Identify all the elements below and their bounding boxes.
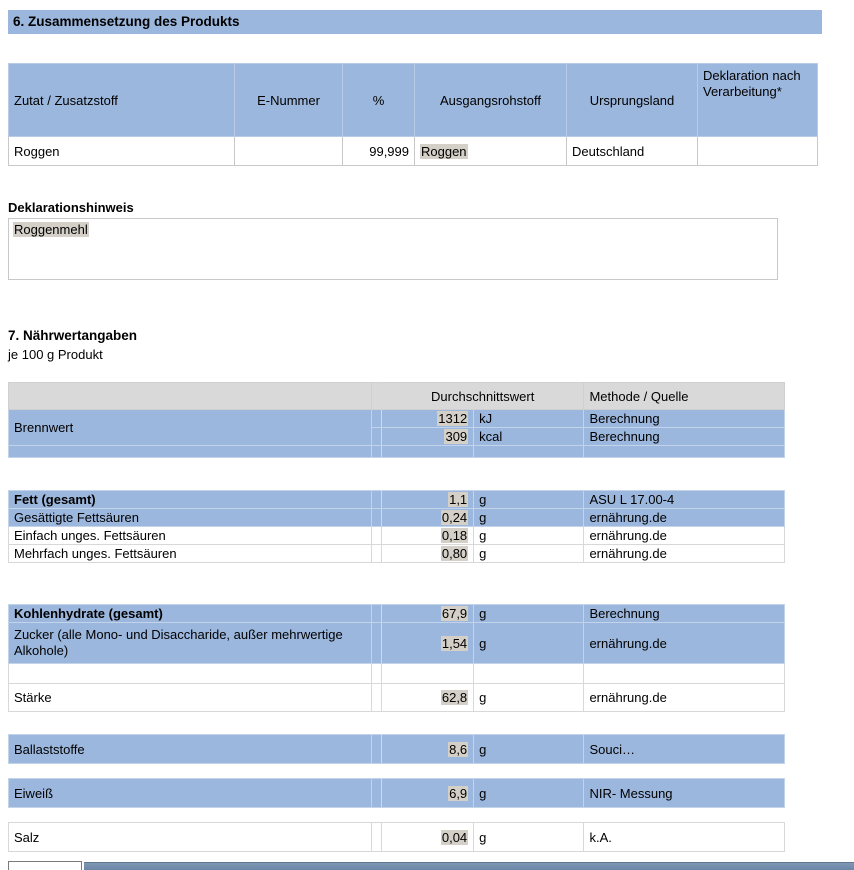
cell-mehrfach-unges-source[interactable]: ernährung.de	[584, 545, 785, 563]
spacer-cell	[371, 684, 381, 712]
sheet-tab-strip	[0, 860, 854, 869]
deklarationshinweis-value: Roggenmehl	[14, 222, 88, 237]
value-text: 67,9	[441, 606, 468, 621]
empty-cell[interactable]	[584, 664, 785, 684]
table-row	[9, 735, 785, 764]
spacer-cell	[371, 509, 381, 527]
cell-mehrfach-unges-unit: g	[474, 545, 584, 563]
cell-salz-value[interactable]	[381, 823, 473, 852]
cell-salz-label[interactable]: Salz	[9, 823, 372, 852]
cell-mehrfach-unges-value[interactable]	[381, 545, 473, 563]
cell-staerke-unit: g	[474, 684, 584, 712]
nutrition-header-row	[9, 383, 785, 410]
cell-kohlenhydrate-source[interactable]: Berechnung	[584, 605, 785, 623]
nutrition-carbohydrate-table	[8, 604, 785, 712]
column-header-prozent: %	[343, 64, 415, 137]
cell-einfach-unges-source[interactable]: ernährung.de	[584, 527, 785, 545]
value-text: 1312	[438, 411, 468, 426]
cell-brennwert-kj-unit: kJ	[474, 410, 584, 428]
spacer-cell	[371, 428, 381, 446]
table-row	[9, 137, 818, 166]
cell-ballaststoffe-unit: g	[474, 735, 584, 764]
cell-gesaettigte-label[interactable]: Gesättigte Fettsäuren	[9, 509, 372, 527]
spacer-cell	[371, 735, 381, 764]
cell-staerke-source[interactable]: ernährung.de	[584, 684, 785, 712]
cell-fett-gesamt-value[interactable]	[381, 491, 473, 509]
spacer-cell	[371, 664, 381, 684]
cell-kohlenhydrate-unit: g	[474, 605, 584, 623]
deklarationshinweis-label: Deklarationshinweis	[8, 200, 134, 215]
column-header-ausgangsrohstoff: Ausgangsrohstoff	[415, 64, 567, 137]
empty-cell[interactable]	[474, 664, 584, 684]
table-row	[9, 684, 785, 712]
cell-gesaettigte-value[interactable]	[381, 509, 473, 527]
cell-zucker-value[interactable]	[381, 623, 473, 664]
cell-einfach-unges-label[interactable]: Einfach unges. Fettsäuren	[9, 527, 372, 545]
empty-cell[interactable]	[9, 664, 372, 684]
cell-zutat[interactable]: Roggen	[9, 137, 235, 166]
table-row	[9, 823, 785, 852]
spacer-cell	[371, 383, 381, 410]
cell-brennwert-kcal-value[interactable]	[381, 428, 473, 446]
nutrition-salt-table	[8, 822, 785, 852]
nutrition-protein-table	[8, 778, 785, 808]
table-row	[9, 527, 785, 545]
cell-zucker-unit: g	[474, 623, 584, 664]
spacer-cell	[371, 491, 381, 509]
cell-brennwert-label[interactable]: Brennwert	[9, 410, 372, 446]
value-text: 62,8	[441, 690, 468, 705]
cell-fett-gesamt-unit: g	[474, 491, 584, 509]
cell-kohlenhydrate-value[interactable]	[381, 605, 473, 623]
spacer-cell	[381, 446, 473, 458]
value-text: 0,04	[441, 829, 468, 845]
empty-cell[interactable]	[381, 664, 473, 684]
column-header-ursprungsland: Ursprungsland	[567, 64, 698, 137]
cell-salz-source[interactable]: k.A.	[584, 823, 785, 852]
composition-table	[8, 63, 818, 166]
spacer-cell	[371, 527, 381, 545]
spacer-cell	[371, 446, 381, 458]
column-header-deklaration: Deklaration nach Verarbeitung*	[698, 64, 818, 137]
table-row	[9, 623, 785, 664]
spacer-cell	[584, 446, 785, 458]
cell-ursprungsland[interactable]: Deutschland	[567, 137, 698, 166]
spacer-cell	[9, 446, 372, 458]
spacer-cell	[371, 605, 381, 623]
table-row-empty	[9, 664, 785, 684]
section-7-subtitle: je 100 g Produkt	[8, 347, 103, 362]
section-6-banner: 6. Zusammensetzung des Produkts	[8, 10, 822, 34]
table-row	[9, 491, 785, 509]
value-text: 0,80	[441, 546, 468, 561]
cell-staerke-value[interactable]	[381, 684, 473, 712]
column-header-zutat: Zutat / Zusatzstoff	[9, 64, 235, 137]
spacer-cell	[371, 623, 381, 664]
column-header-methode-quelle: Methode / Quelle	[584, 383, 785, 410]
cell-brennwert-kcal-source[interactable]: Berechnung	[584, 428, 785, 446]
value-text: 8,6	[449, 741, 468, 757]
cell-einfach-unges-unit: g	[474, 527, 584, 545]
table-row-spacer	[9, 446, 785, 458]
cell-staerke-label[interactable]: Stärke	[9, 684, 372, 712]
cell-eiweiss-value[interactable]	[381, 779, 473, 808]
column-header-e-nummer: E-Nummer	[235, 64, 343, 137]
spacer-cell	[474, 446, 584, 458]
cell-gesaettigte-unit: g	[474, 509, 584, 527]
cell-salz-unit: g	[474, 823, 584, 852]
cell-mehrfach-unges-label[interactable]: Mehrfach unges. Fettsäuren	[9, 545, 372, 563]
cell-zucker-source[interactable]: ernährung.de	[584, 623, 785, 664]
spacer-cell	[371, 410, 381, 428]
value-text: 1,54	[441, 635, 468, 651]
cell-ballaststoffe-label[interactable]: Ballaststoffe	[9, 735, 372, 764]
value-text: 309	[445, 429, 468, 444]
cell-ballaststoffe-source[interactable]: Souci…	[584, 735, 785, 764]
nutrition-energy-table	[8, 382, 785, 458]
value-text: 6,9	[449, 785, 468, 801]
column-header-durchschnittswert: Durchschnittswert	[381, 383, 584, 410]
cell-ausgangsrohstoff-value: Roggen	[421, 143, 467, 159]
cell-eiweiss-unit: g	[474, 779, 584, 808]
cell-eiweiss-source[interactable]: NIR- Messung	[584, 779, 785, 808]
cell-einfach-unges-value[interactable]	[381, 527, 473, 545]
table-row	[9, 410, 785, 428]
cell-kohlenhydrate-label[interactable]: Kohlenhydrate (gesamt)	[9, 605, 372, 623]
cell-fett-gesamt-source[interactable]: ASU L 17.00-4	[584, 491, 785, 509]
cell-ausgangsrohstoff[interactable]	[415, 137, 567, 166]
nutrition-fat-table	[8, 490, 785, 563]
nutrition-fibre-table	[8, 734, 785, 764]
value-text: 0,18	[441, 528, 468, 543]
cell-brennwert-kj-value[interactable]	[381, 410, 473, 428]
table-row	[9, 605, 785, 623]
spacer-cell	[371, 545, 381, 563]
cell-zucker-label[interactable]: Zucker (alle Mono- und Disaccharide, außer mehrwertige Alkohole)	[9, 623, 372, 664]
spacer-cell	[371, 779, 381, 808]
cell-eiweiss-label[interactable]: Eiweiß	[9, 779, 372, 808]
deklarationshinweis-textbox[interactable]	[8, 218, 778, 280]
table-row	[9, 509, 785, 527]
composition-table-header-row	[9, 64, 818, 137]
cell-deklaration[interactable]	[698, 137, 818, 166]
cell-brennwert-kcal-unit: kcal	[474, 428, 584, 446]
section-7-title: 7. Nährwertangaben	[8, 328, 138, 343]
value-text: 0,24	[441, 510, 468, 525]
table-row	[9, 545, 785, 563]
column-header-nutrient	[9, 383, 372, 410]
cell-gesaettigte-source[interactable]: ernährung.de	[584, 509, 785, 527]
cell-ballaststoffe-value[interactable]	[381, 735, 473, 764]
value-text: 1,1	[449, 492, 468, 507]
cell-fett-gesamt-label[interactable]: Fett (gesamt)	[9, 491, 372, 509]
spacer-cell	[371, 823, 381, 852]
cell-brennwert-kj-source[interactable]: Berechnung	[584, 410, 785, 428]
cell-prozent[interactable]: 99,999	[343, 137, 415, 166]
cell-e-nummer[interactable]	[235, 137, 343, 166]
table-row	[9, 779, 785, 808]
